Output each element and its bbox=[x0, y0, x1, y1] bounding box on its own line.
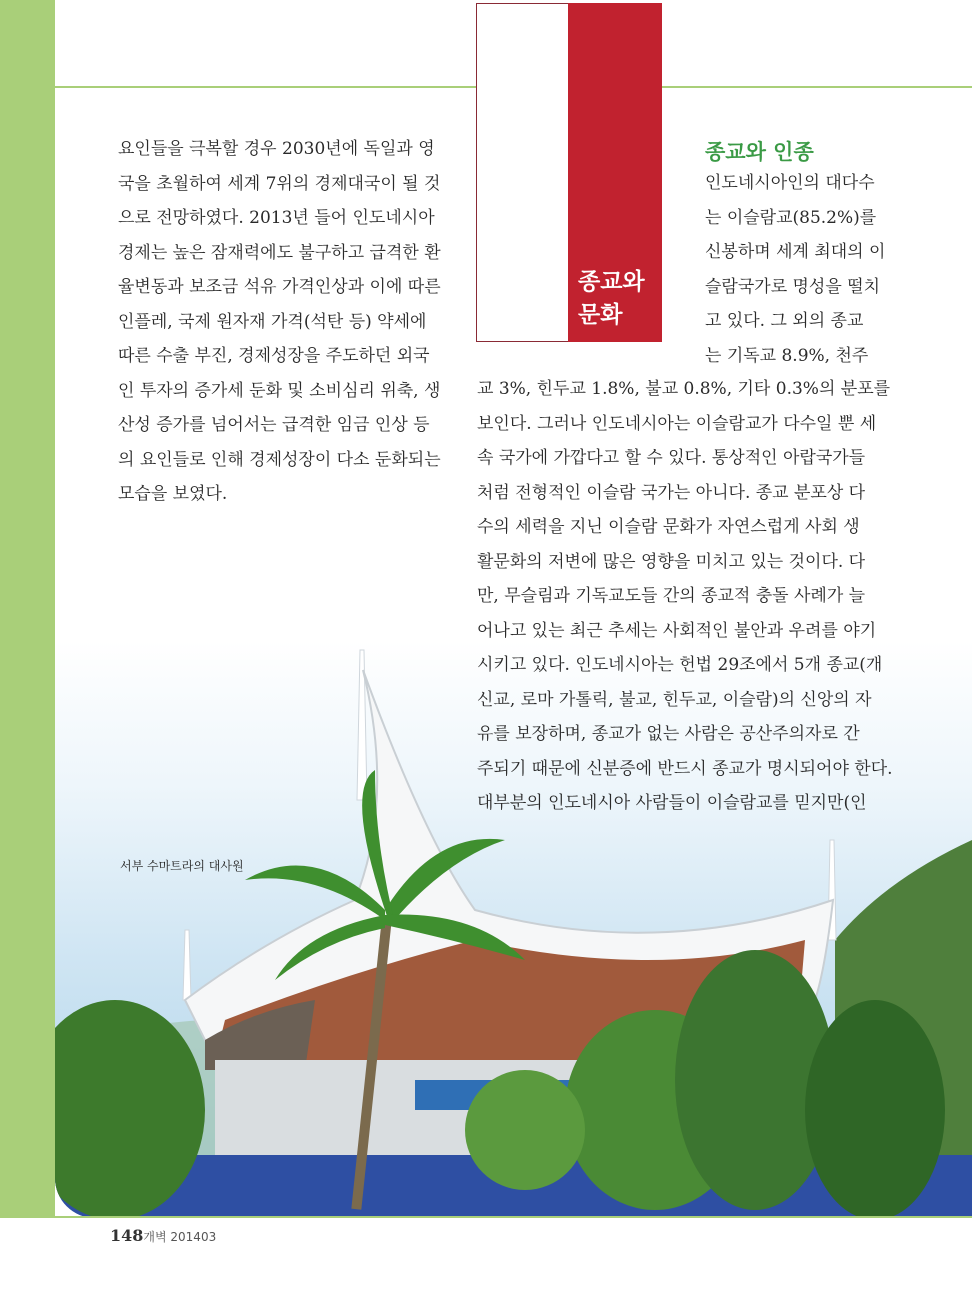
body-line: 국을 초월하여 세계 7위의 경제대국이 될 것 bbox=[118, 173, 441, 194]
left-column-text bbox=[118, 132, 454, 512]
body-line: 신봉하며 세계 최대의 이 bbox=[705, 242, 886, 262]
body-line: 슬람국가로 명성을 떨치 bbox=[705, 276, 881, 297]
body-line: 인플레, 국제 원자재 가격(석탄 등) 약세에 bbox=[118, 311, 427, 332]
body-line: 대부분의 인도네시아 사람들이 이슬람교를 믿지만(인 bbox=[477, 793, 867, 813]
page-number: 148 bbox=[110, 1226, 144, 1245]
body-line: 고 있다. 그 외의 종교 bbox=[705, 311, 864, 331]
section-label bbox=[578, 266, 645, 332]
section-heading: 종교와 인종 bbox=[705, 140, 814, 164]
body-line: 율변동과 보조금 석유 가격인상과 이에 따른 bbox=[118, 277, 441, 297]
page-footer bbox=[110, 1226, 216, 1245]
body-line: 처럼 전형적인 이슬람 국가는 아니다. 종교 분포상 다 bbox=[477, 482, 866, 503]
body-line: 보인다. 그러나 인도네시아는 이슬람교가 다수일 뿐 세 bbox=[477, 413, 877, 434]
page-margin-bar bbox=[0, 0, 55, 1306]
body-line: 모습을 보였다. bbox=[118, 484, 228, 504]
body-line: 인 투자의 증가세 둔화 및 소비심리 위축, 생 bbox=[118, 380, 441, 401]
body-line: 산성 증가를 넘어서는 급격한 임금 인상 등 bbox=[118, 415, 430, 435]
body-line: 시키고 있다. 인도네시아는 헌법 29조에서 5개 종교(개 bbox=[477, 655, 883, 675]
body-line: 따른 수출 부진, 경제성장을 주도하던 외국 bbox=[118, 346, 430, 366]
body-line: 활문화의 저변에 많은 영향을 미치고 있는 것이다. 다 bbox=[477, 551, 866, 572]
body-line: 는 기독교 8.9%, 천주 bbox=[705, 345, 869, 366]
body-line: 만, 무슬림과 기독교도들 간의 종교적 충돌 사례가 늘 bbox=[477, 586, 866, 606]
body-line: 으로 전망하였다. 2013년 들어 인도네시아 bbox=[118, 208, 435, 228]
body-line: 인도네시아인의 대다수 bbox=[705, 173, 875, 193]
right-column-intro bbox=[705, 166, 885, 373]
body-line: 수의 세력을 지닌 이슬람 문화가 자연스럽게 사회 생 bbox=[477, 517, 860, 537]
section-label-line1: 종교와 bbox=[578, 269, 645, 295]
photo-caption: 서부 수마트라의 대사원 bbox=[120, 859, 244, 873]
body-line: 유를 보장하며, 종교가 없는 사람은 공산주의자로 간 bbox=[477, 724, 860, 744]
body-line: 경제는 높은 잠재력에도 불구하고 급격한 환 bbox=[118, 242, 441, 263]
magazine-issue: 개벽 201403 bbox=[143, 1230, 217, 1244]
body-line: 어나고 있는 최근 추세는 사회적인 불안과 우려를 야기 bbox=[477, 620, 877, 641]
body-line: 신교, 로마 가톨릭, 불교, 힌두교, 이슬람)의 신앙의 자 bbox=[477, 689, 872, 710]
right-column-text bbox=[477, 372, 893, 821]
section-label-line2: 문화 bbox=[578, 302, 623, 328]
body-line: 속 국가에 가깝다고 할 수 있다. 통상적인 아랍국가들 bbox=[477, 448, 866, 468]
body-line: 요인들을 극복할 경우 2030년에 독일과 영 bbox=[118, 139, 435, 159]
body-line: 의 요인들로 인해 경제성장이 다소 둔화되는 bbox=[118, 449, 441, 470]
body-line: 주되기 때문에 신분증에 반드시 종교가 명시되어야 한다. bbox=[477, 758, 893, 779]
body-line: 는 이슬람교(85.2%)를 bbox=[705, 207, 877, 228]
body-line: 교 3%, 힌두교 1.8%, 불교 0.8%, 기타 0.3%의 분포를 bbox=[477, 379, 891, 399]
footer-rule bbox=[55, 1216, 972, 1218]
